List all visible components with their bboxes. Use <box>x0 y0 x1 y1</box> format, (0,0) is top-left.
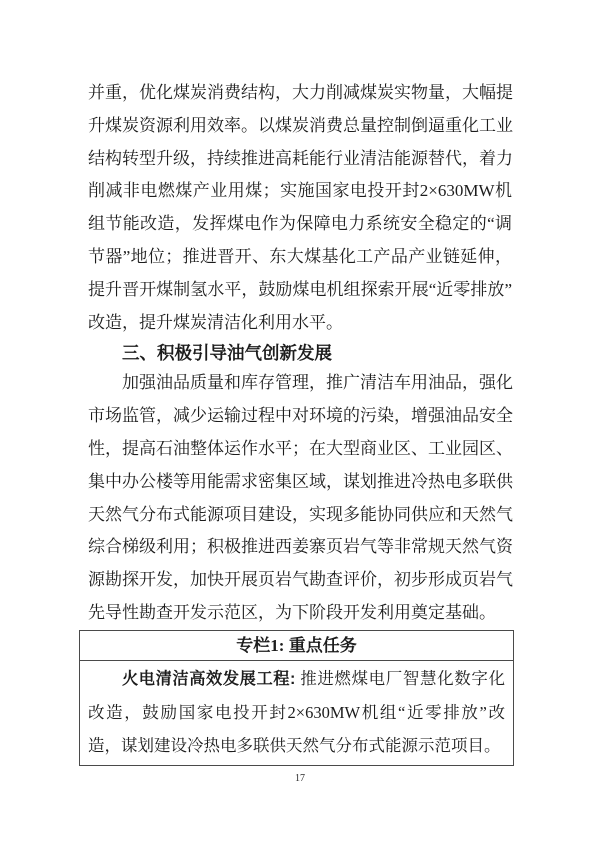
text-line: 结构转型升级，持续推进高耗能行业清洁能源替代，着力 <box>88 148 513 168</box>
project-lead-label: 火电清洁高效发展工程: <box>122 669 296 688</box>
section-heading: 三、积极引导油气创新发展 <box>122 343 332 364</box>
text-line: 市场监管，减少运输过程中对环境的污染，增强油品安全 <box>88 406 513 426</box>
panel-body <box>80 661 513 766</box>
text-line: 改造，鼓励国家电投开封2×630MW机组“近零排放”改 <box>88 702 505 722</box>
text-line: 削减非电燃煤产业用煤；实施国家电投开封2×630MW机 <box>88 181 512 201</box>
text-line: 组节能改造，发挥煤电作为保障电力系统安全稳定的“调 <box>88 214 512 234</box>
paragraph-coal-consumption <box>88 77 512 339</box>
text-line: 升煤炭资源利用效率。以煤炭消费总量控制倒逼重化工业 <box>88 115 513 135</box>
key-tasks-panel <box>79 630 514 767</box>
text-line: 造，谋划建设冷热电多联供天然气分布式能源示范项目。 <box>88 736 501 756</box>
paragraph-oil-gas <box>88 367 512 629</box>
text-line: 天然气分布式能源项目建设，实现多能协同供应和天然气 <box>88 504 513 524</box>
text-line: 加强油品质量和库存管理，推广清洁车用油品，强化 <box>122 373 513 393</box>
text-line: 先导性勘查开发示范区，为下阶段开发利用奠定基础。 <box>88 602 496 622</box>
text-line: 源勘探开发，加快开展页岩气勘查评价，初步形成页岩气 <box>88 570 513 590</box>
panel-lines <box>88 696 505 762</box>
text-span: 推进燃煤电厂智慧化数字化 <box>295 668 506 688</box>
text-line: 综合梯级利用；积极推进西姜寨页岩气等非常规天然气资 <box>88 537 513 557</box>
text-line: 性，提高石油整体运作水平；在大型商业区、工业园区、 <box>88 438 513 458</box>
panel-title: 专栏1: 重点任务 <box>80 631 513 661</box>
text-line <box>88 662 505 696</box>
text-line: 并重，优化煤炭消费结构，大力削减煤炭实物量，大幅提 <box>88 83 513 102</box>
text-line: 集中办公楼等用能需求密集区域，谋划推进冷热电多联供 <box>88 471 513 491</box>
text-line: 改造，提升煤炭清洁化利用水平。 <box>88 312 343 332</box>
text-line: 节器”地位；推进晋开、东大煤基化工产品产业链延伸， <box>88 246 512 266</box>
text-line: 提升晋开煤制氢水平，鼓励煤电机组探索开展“近零排放” <box>88 279 512 299</box>
page-number: 17 <box>295 773 305 784</box>
page-content <box>88 77 512 766</box>
